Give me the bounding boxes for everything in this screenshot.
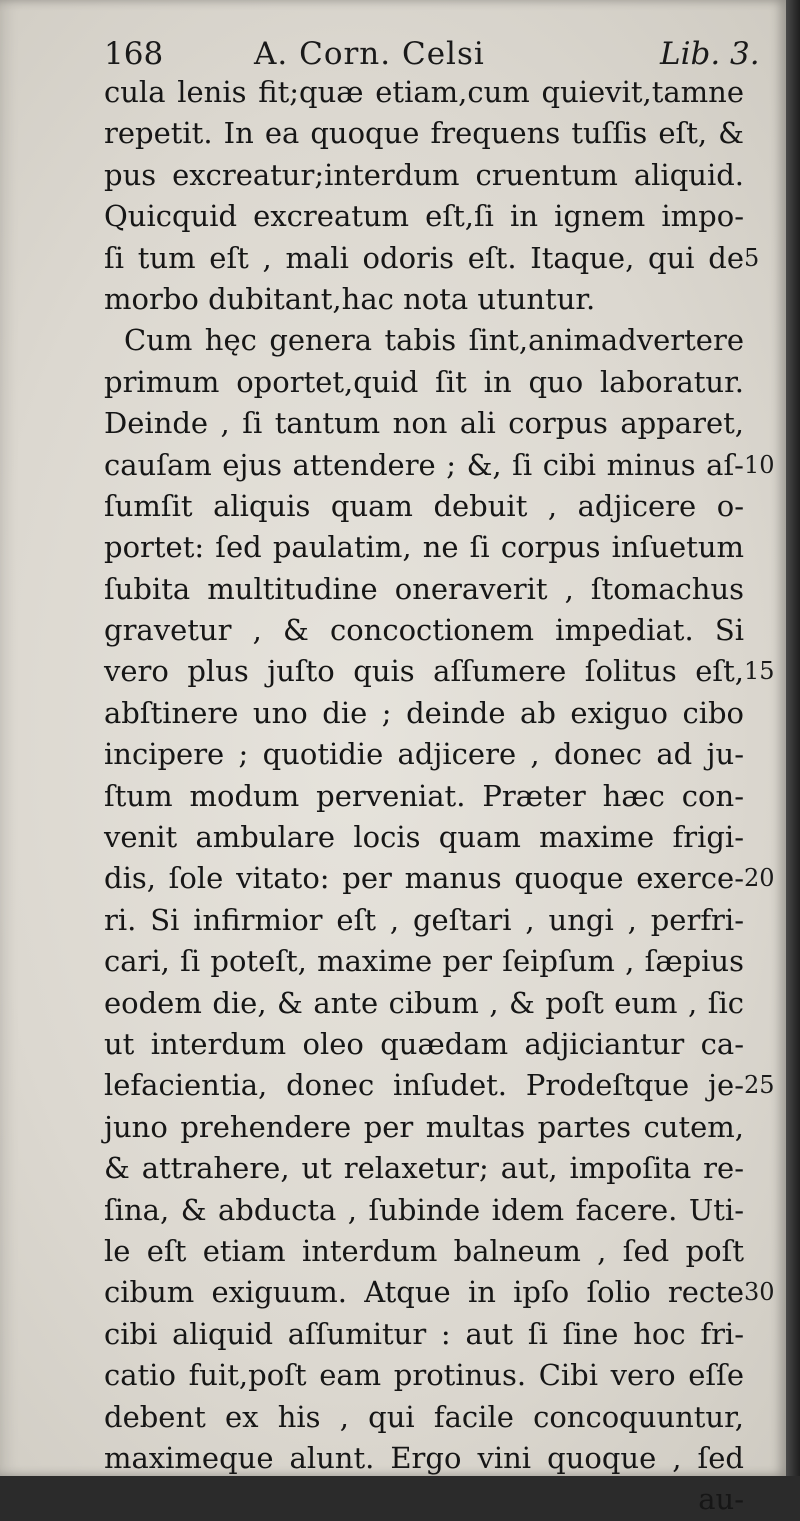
text-line: venit ambulare locis quam maxime frigi-	[104, 820, 744, 855]
line-number: 30	[744, 1278, 775, 1307]
text-line: incipere ; quotidie adjicere , donec ad ju-	[104, 737, 744, 772]
text-line: Cum hęc genera tabis ſint,animadvertere	[124, 323, 744, 358]
line-number	[744, 196, 784, 237]
line-number	[744, 1107, 784, 1148]
text-line: cauſam ejus attendere ; &, ſi cibi minus aſ-	[104, 447, 744, 482]
text-line: pus excreatur;interdum cruentum aliquid.	[104, 157, 744, 192]
line-number	[744, 403, 784, 444]
text-line: le eſt etiam interdum balneum , ſed poſt	[104, 1233, 744, 1268]
line-number: 5	[744, 243, 760, 272]
page-number: 168	[104, 36, 164, 72]
line-number	[744, 527, 784, 568]
catchword: au-	[698, 1482, 744, 1517]
line-number	[744, 776, 784, 817]
line-number	[744, 320, 784, 361]
text-line: gravetur , & concoctionem impediat. Si	[104, 613, 744, 648]
line-number	[744, 155, 784, 196]
text-line: portet: ſed paulatim, ne ſi corpus inſuetum	[104, 530, 744, 565]
text-line: debent ex his , qui facile concoquuntur,	[104, 1399, 744, 1434]
text-line: cula lenis fit;quæ etiam,cum quievit,tamne	[104, 75, 744, 109]
line-number	[744, 1190, 784, 1231]
line-number	[744, 941, 784, 982]
text-line: ut interdum oleo quædam adjiciantur ca-	[104, 1026, 744, 1061]
text-line: cari, ſi poteſt, maxime per ſeipſum , ſæpius	[104, 944, 744, 979]
line-number	[744, 486, 784, 527]
text-line: ſubita multitudine oneraverit , ſtomachus	[104, 571, 744, 606]
line-number: 10	[744, 450, 775, 479]
line-number	[744, 693, 784, 734]
text-line: juno prehendere per multas partes cutem,	[104, 1109, 744, 1144]
line-number	[744, 983, 784, 1024]
text-line: eodem die, & ante cibum , & poſt eum , ſic	[104, 985, 744, 1020]
line-number: 15	[744, 657, 775, 686]
line-number	[744, 279, 784, 320]
text-line: catio fuit,poſt eam protinus. Cibi vero eſſe	[104, 1358, 744, 1393]
running-title: A. Corn. Celsi	[254, 36, 485, 72]
line-number	[744, 734, 784, 775]
text-line: Quicquid excreatum eſt,ſi in ignem impo-	[104, 199, 744, 234]
text-line: ſumſit aliquis quam debuit , adjicere o-	[104, 488, 744, 523]
running-head	[104, 32, 760, 76]
text-line: ſtum modum perveniat. Præter hæc con-	[104, 778, 744, 813]
line-number	[744, 900, 784, 941]
text-line: dis, ſole vitato: per manus quoque exerce-	[104, 861, 744, 896]
line-number	[744, 610, 784, 651]
text-line: ſi tum eſt , mali odoris eſt. Itaque, qui de	[104, 240, 744, 275]
text-line: morbo dubitant,hac nota utuntur.	[104, 281, 596, 316]
text-line: repetit. In ea quoque frequens tuſſis eſt, &	[104, 116, 744, 151]
text-line: lefacientia, donec inſudet. Prodeſtque je-	[104, 1068, 744, 1103]
line-number	[744, 362, 784, 403]
line-number	[744, 817, 784, 858]
line-number	[744, 569, 784, 610]
line-number: 20	[744, 864, 775, 893]
line-number-margin	[744, 72, 784, 1314]
text-line: & attrahere, ut relaxetur; aut, impoſita re-	[104, 1151, 744, 1186]
line-number	[744, 1148, 784, 1189]
line-number	[744, 113, 784, 154]
line-number	[744, 72, 784, 113]
line-number	[744, 1231, 784, 1272]
page-edge-shadow	[786, 0, 800, 1476]
text-line: ri. Si infirmior eſt , geſtari , ungi , perfri-	[104, 902, 744, 937]
text-line: abſtinere uno die ; deinde ab exiguo cibo	[104, 695, 744, 730]
book-marker: Lib. 3.	[660, 36, 760, 72]
text-line: Deinde , ſi tantum non ali corpus apparet,	[104, 406, 744, 441]
text-line: vero plus juſto quis aſſumere ſolitus eſt,	[104, 654, 744, 689]
text-line: maximeque alunt. Ergo vini quoque , ſed	[104, 1440, 744, 1475]
line-number: 25	[744, 1071, 775, 1100]
body-text	[104, 72, 744, 1521]
text-line: cibum exiguum. Atque in ipſo ſolio recte	[104, 1275, 744, 1310]
line-number	[744, 1024, 784, 1065]
text-line: cibi aliquid aſſumitur : aut ſi ſine hoc fri-	[104, 1316, 744, 1351]
text-line: ſina, & abducta , ſubinde idem facere. Uti-	[104, 1192, 744, 1227]
text-line: primum oportet,quid ſit in quo laboratur.	[104, 364, 744, 399]
